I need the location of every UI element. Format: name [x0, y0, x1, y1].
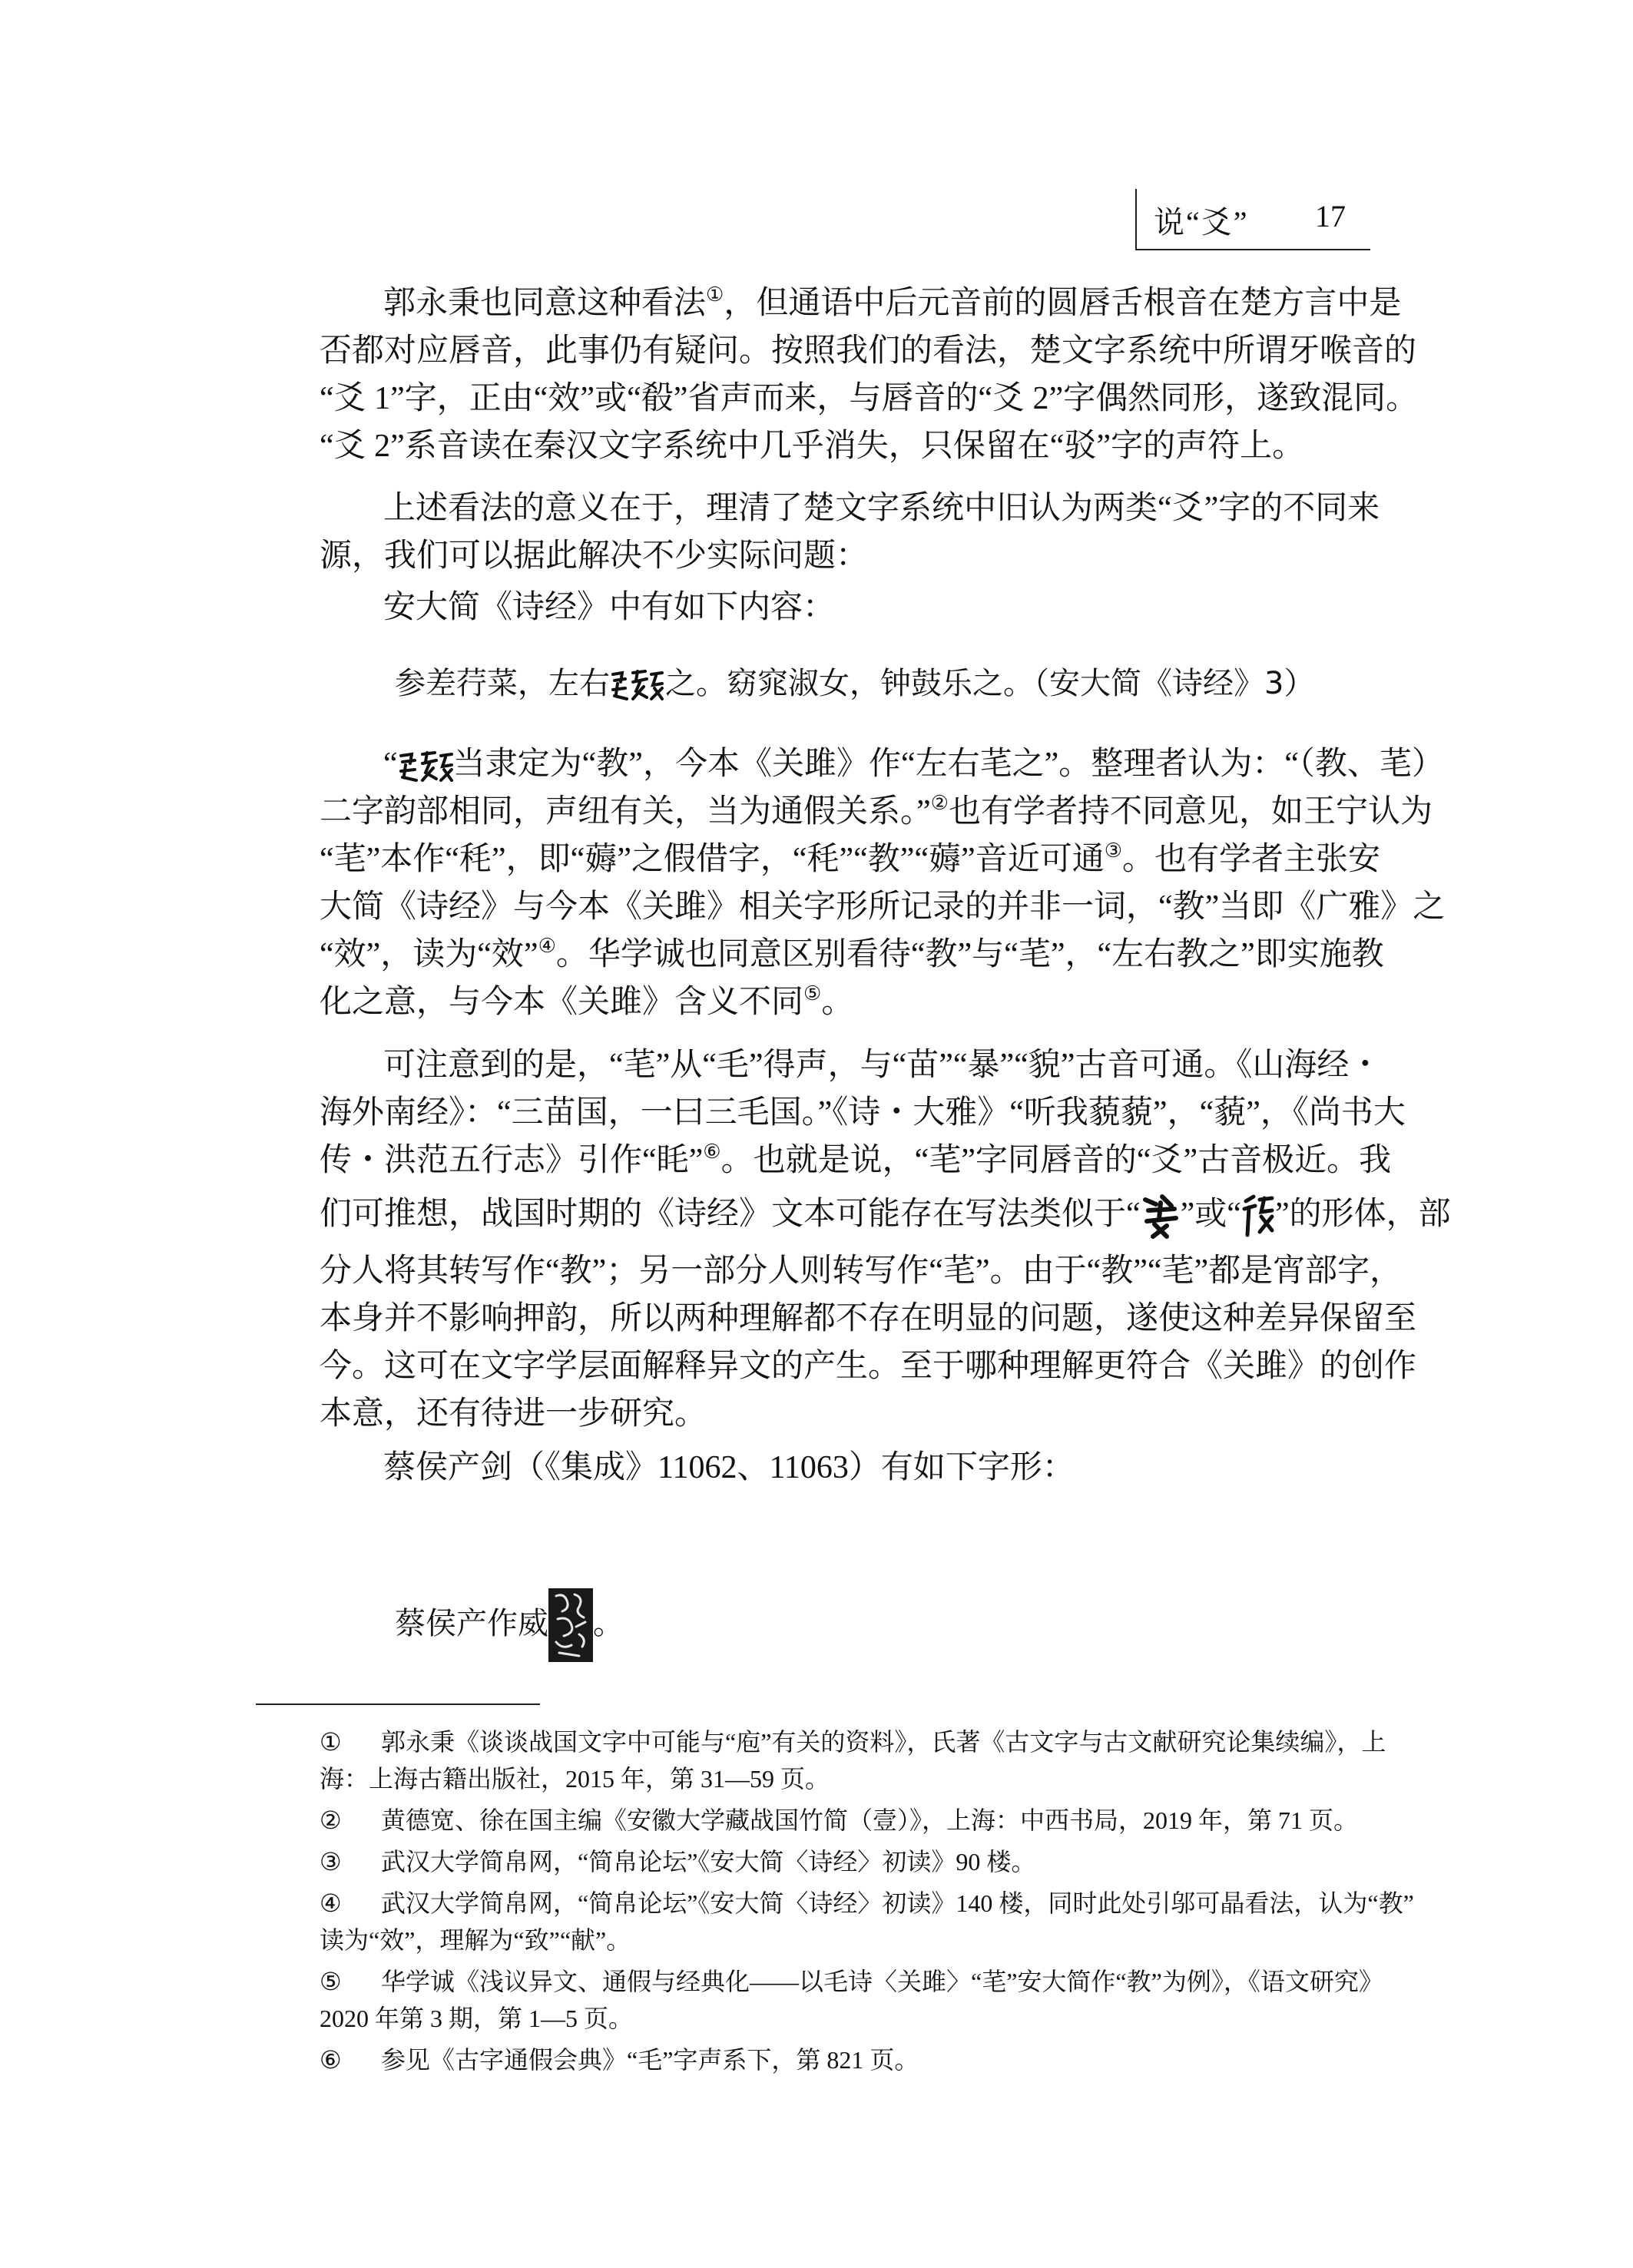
body-line: “芼”本作“秏”，即“薅”之假借字，“秏”“教”“薅”音近可通③。也有学者主张安: [320, 839, 1381, 877]
footnote-number: ③: [320, 1848, 342, 1876]
body-line: 大简《诗经》与今本《关雎》相关字形所记录的并非一词，“教”当即《广雅》之: [320, 889, 1446, 925]
footnote-number: ④: [320, 1889, 342, 1917]
body-line: 郭永秉也同意这种看法①，但通语中后元音前的圆唇舌根音在楚方言中是: [383, 283, 1402, 321]
body-line: 安大简《诗经》中有如下内容：: [383, 590, 836, 625]
chu-script-glyph-icon: [1241, 1194, 1275, 1240]
body-line: 源，我们可以据此解决不少实际问题：: [320, 538, 869, 574]
footnote: 海：上海古籍出版社，2015 年，第 31—59 页。: [320, 1765, 830, 1793]
chu-script-glyph-icon: [610, 668, 665, 702]
body-line: 可注意到的是，“芼”从“毛”得声，与“苗”“暴”“貌”古音可通。《山海经・: [383, 1048, 1382, 1083]
body-line: “爻 2”系音读在秦汉文字系统中几乎消失，只保留在“驳”字的声符上。: [320, 429, 1305, 464]
footnote: ③ 武汉大学简帛网，“简帛论坛”《安大简〈诗经〉初读》90 楼。: [381, 1843, 1372, 1880]
body-line: “爻 1”字，正由“效”或“殽”省声而来，与唇音的“爻 2”字偶然同形，遂致混同。: [320, 381, 1419, 416]
footnote: ⑤ 华学诚《浅议异文、通假与经典化——以毛诗〈关雎〉“芼”安大简作“教”为例》，《语文研究》: [381, 1963, 1372, 2000]
footnote-ref: ⑥: [703, 1141, 721, 1163]
footnote-number: ②: [320, 1806, 342, 1834]
footnote: ① 郭永秉《谈谈战国文字中可能与“庖”有关的资料》，氏著《古文字与古文献研究论集续编》，上: [381, 1723, 1372, 1760]
body-line: 们可推想，战国时期的《诗经》文本可能存在写法类似于“ ”或“ ”的形体，部: [320, 1190, 1372, 1240]
block-quote: 参差荇菜，左右 之。窈窕淑女，钟鼓乐之。（安大简《诗经》3）: [395, 666, 1315, 701]
body-line: “ 当隶定为“教”，今本《关雎》作“左右芼之”。整理者认为：“（教、芼）: [383, 747, 1444, 782]
footnote-separator: [256, 1703, 540, 1705]
running-head-title: 说“爻”: [1154, 205, 1249, 240]
body-line: 否都对应唇音，此事仍有疑问。按照我们的看法，楚文字系统中所谓牙喉音的: [320, 333, 1417, 369]
body-line: 分人将其转写作“教”；另一部分人则转写作“芼”。由于“教”“芼”都是宵部字，: [320, 1253, 1403, 1289]
footnote-ref: ③: [1104, 839, 1123, 862]
footnote-ref: ①: [706, 283, 724, 306]
body-line: 蔡侯产剑（《集成》11062、11063）有如下字形：: [383, 1450, 1075, 1485]
body-line: 海外南经》：“三苗国，一曰三毛国。”《诗・大雅》“听我藐藐”，“藐”，《尚书大: [320, 1095, 1406, 1131]
footnote-ref: ⑤: [803, 982, 822, 1005]
footnote-ref: ④: [538, 935, 556, 957]
chu-script-glyph-icon: [1141, 1194, 1181, 1240]
footnote-number: ⑥: [320, 2046, 342, 2074]
page-number: 17: [1315, 199, 1346, 233]
body-line: 今。这可在文字学层面解释异文的产生。至于哪种理解更符合《关雎》的创作: [320, 1349, 1417, 1384]
chu-script-glyph-icon: [398, 751, 453, 782]
body-line: 传・洪范五行志》引作“眊”⑥。也就是说，“芼”字同唇音的“爻”古音极近。我: [320, 1141, 1392, 1178]
footnote: 读为“效”，理解为“致”“献”。: [320, 1926, 631, 1954]
footnote: 2020 年第 3 期，第 1—5 页。: [320, 2005, 634, 2032]
footnote-number: ⑤: [320, 1968, 342, 1995]
footnote: ② 黄德宽、徐在国主编《安徽大学藏战国竹简（壹）》，上海：中西书局，2019 年，第 71 页。: [381, 1802, 1372, 1839]
footnote: ⑥ 参见《古字通假会典》“毛”字声系下，第 821 页。: [381, 2041, 1372, 2078]
running-head: [1135, 189, 1370, 250]
block-quote: 蔡侯产作威 。: [395, 1588, 624, 1662]
body-line: 本意，还有待进一步研究。: [320, 1396, 707, 1432]
footnote: ④ 武汉大学简帛网，“简帛论坛”《安大简〈诗经〉初读》140 楼，同时此处引邬可晶看法，认为“教”: [381, 1885, 1372, 1922]
body-line: 化之意，与今本《关雎》含义不同⑤。: [320, 982, 854, 1020]
body-line: “效”，读为“效”④。华学诚也同意区别看待“教”与“芼”，“左右教之”即实施教: [320, 935, 1384, 972]
footnote-number: ①: [320, 1728, 342, 1756]
footnote-ref: ②: [930, 792, 949, 814]
bronze-inscription-rubbing-icon: [548, 1588, 593, 1662]
body-line: 本身并不影响押韵，所以两种理解都不存在明显的问题，遂使这种差异保留至: [320, 1301, 1417, 1336]
body-line: 上述看法的意义在于，理清了楚文字系统中旧认为两类“爻”字的不同来: [383, 491, 1380, 526]
body-line: 二字韵部相同，声纽有关，当为通假关系。”②也有学者持不同意见，如王宁认为: [320, 792, 1433, 829]
